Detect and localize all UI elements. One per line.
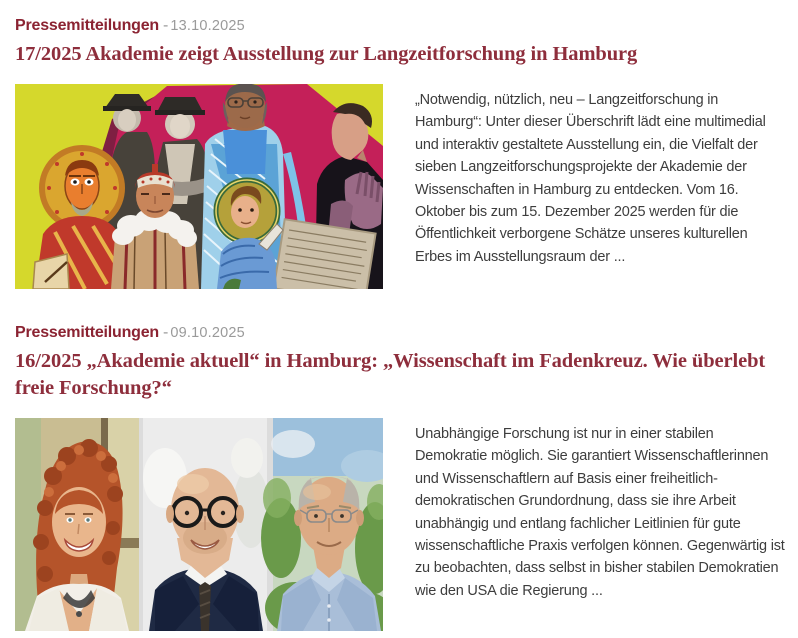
press-item-date: 09.10.2025 (170, 325, 245, 341)
press-item-excerpt: „Notwendig, nützlich, neu – Langzeitforschung in Hamburg“: Unter dieser Überschrift lädt eine multimedial und interaktiv gestaltete Ausstellung ein, die Vielfalt der sieben Langzeitforschungsprojekte der Akademie der Wissenschaften in Hamburg zu entdecken. Vom 16. Oktober bis zum 15. Dezember 2025 werden für die Öffentlichkeit verborgene Schätze unseres kulturellen Erbes im Ausstellungsraum der ... (415, 92, 766, 265)
article-thumbnail-collage[interactable] (15, 84, 383, 289)
press-item-2 (15, 323, 788, 631)
press-item-title-link[interactable]: 17/2025 Akademie zeigt Ausstellung zur Langzeitforschung in Hamburg (15, 43, 638, 65)
press-item-excerpt: Unabhängige Forschung ist nur in einer stabilen Demokratie möglich. Sie garantiert Wissenschaftlerinnen und Wissenschaftlern auf Basis einer freiheitlich-demokratischen Grundordnung, dass sie ihre Arbeit unabhängig und entlang fachlicher Leitlinien für gute wissenschaftliche Praxis verfolgen können. Gegenwärtig ist zu beobachten, dass selbst in bisher stabilen Demokratien wie den USA die Regierung ... (415, 426, 785, 599)
meta-separator: - (163, 324, 169, 341)
press-item-meta (15, 16, 788, 36)
portrait-man-glasses (143, 418, 269, 631)
category-label: Pressemitteilungen (15, 324, 160, 341)
press-item-body (15, 418, 788, 631)
collage-monk-scribe (216, 180, 283, 289)
press-item-meta (15, 323, 788, 343)
category-label: Pressemitteilungen (15, 17, 160, 34)
press-item-date: 13.10.2025 (170, 18, 245, 34)
portrait-man-blue-shirt (261, 418, 383, 631)
press-item-body (15, 84, 788, 289)
meta-separator: - (163, 17, 169, 34)
press-item-1 (15, 16, 788, 289)
article-thumbnail-portraits[interactable] (15, 418, 383, 631)
portrait-woman (15, 418, 139, 631)
press-item-title-link[interactable]: 16/2025 „Akademie aktuell“ in Hamburg: „Wissenschaft im Fadenkreuz. Wie überlebt freie Forschung?“ (15, 350, 766, 399)
